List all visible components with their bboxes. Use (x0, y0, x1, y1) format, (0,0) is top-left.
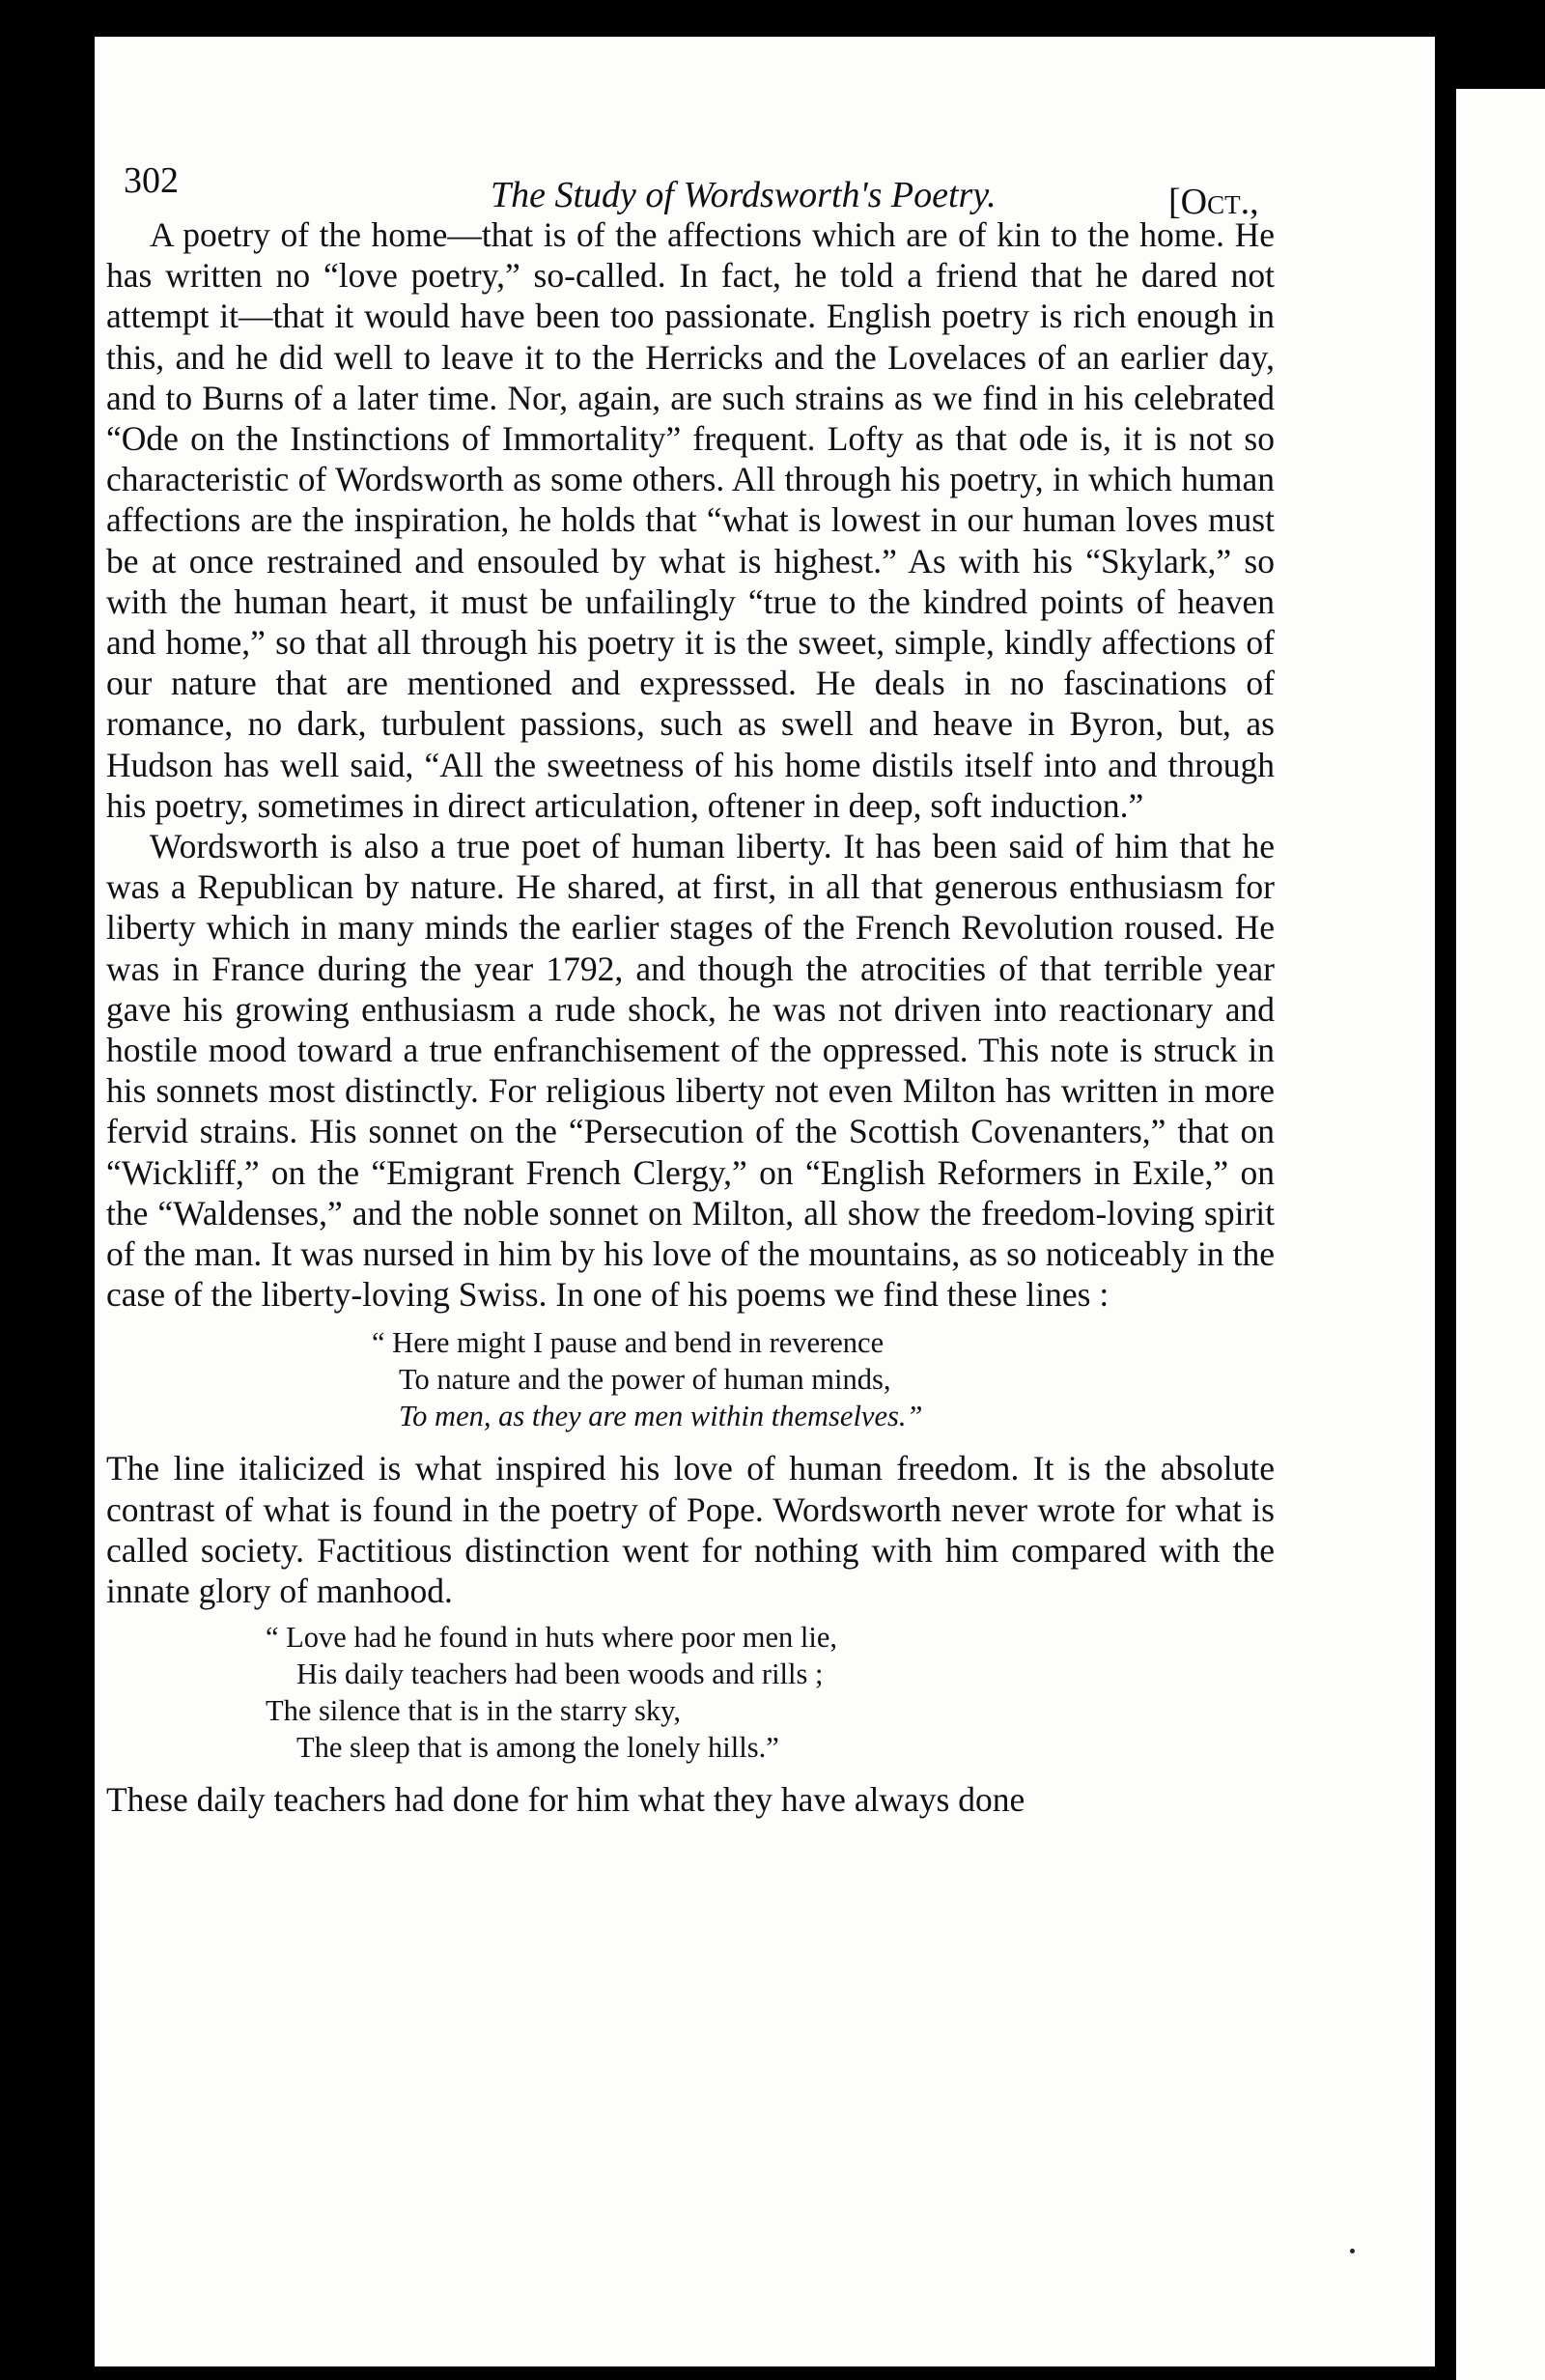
article-body (106, 214, 1275, 1821)
page-number: 302 (124, 160, 179, 201)
issue-month: [Oct., (1168, 182, 1259, 222)
adjacent-page-edge (1456, 89, 1545, 2380)
paragraph-daily-teachers: These daily teachers had done for him what they have always done (106, 1780, 1025, 1820)
verse-quote-reverence (106, 1324, 1275, 1434)
ink-speck (1350, 2249, 1355, 2253)
paragraph-home-poetry: A poetry of the home—that is of the affections which are of kin to the home. He has written no “love poetry,” so-called. In fact, he told a friend that he dared not attempt it—that it would have been too passionate. English poetry is rich enough in this, and he did well to leave it to the Herricks and the Lovelaces of an earlier day, and to Burns of a later time. Nor, again, are such strains as we find in his celebrated “Ode on the Instinctions of Immortality” frequent. Lofty as that ode is, it is not so characteristic of Wordsworth as some others. All through his poetry, in which human affections are the inspiration, he holds that “what is lowest in our human loves must be at once restrained and ensouled by what is highest.” As with his “Skylark,” so with the human heart, it must be unfailingly “true to the kindred points of heaven and home,” so that all through his poetry it is the sweet, simple, kindly affections of our nature that are mentioned and expresssed. He deals in no fascinations of romance, no dark, turbulent passions, such as swell and heave in Byron, but, as Hudson has well said, “All the sweetness of his home distils itself into and through his poetry, sometimes in direct articulation, oftener in deep, soft induction.” (106, 215, 1275, 825)
paragraph-italicized-line: The line italicized is what inspired his love of human freedom. It is the absolute contrast of what is found in the poetry of Pope. Wordsworth never wrote for what is called society. Factitious distinction went for nothing with him compared with the innate glory of manhood. (106, 1449, 1275, 1611)
verse-line: The silence that is in the starry sky, (266, 1694, 681, 1728)
verse-line: The sleep that is among the lonely hills.” (296, 1731, 779, 1765)
verse-line: “ Here might I pause and bend in reverence (372, 1326, 885, 1360)
verse-line: His daily teachers had been woods and rills ; (296, 1658, 824, 1691)
verse-quote-love (106, 1619, 1275, 1766)
verse-line: “ Love had he found in huts where poor men lie, (266, 1621, 838, 1655)
verse-line: To nature and the power of human minds, (399, 1363, 891, 1397)
running-title: The Study of Wordsworth's Poetry. (491, 175, 997, 215)
paragraph-liberty: Wordsworth is also a true poet of human liberty. It has been said of him that he was a Republican by nature. He shared, at first, in all that generous enthusiasm for liberty which in many minds the earlier stages of the French Revolution roused. He was in France during the year 1792, and though the atrocities of that terrible year gave his growing enthusiasm a rude shock, he was not driven into reactionary and hostile mood toward a true enfranchisement of the oppressed. This note is struck in his sonnets most distinctly. For religious liberty not even Milton has written in more fervid strains. His sonnet on the “Persecution of the Scottish Covenanters,” that on “Wickliff,” on the “Emigrant French Clergy,” on “English Reformers in Exile,” on the “Waldenses,” and the noble sonnet on Milton, all show the freedom-loving spirit of the man. It was nursed in him by his love of the mountains, as so noticeably in the case of the liberty-loving Swiss. In one of his poems we find these lines : (106, 827, 1275, 1315)
verse-line-italic: To men, as they are men within themselves.” (399, 1400, 923, 1433)
page-header (124, 121, 1282, 222)
